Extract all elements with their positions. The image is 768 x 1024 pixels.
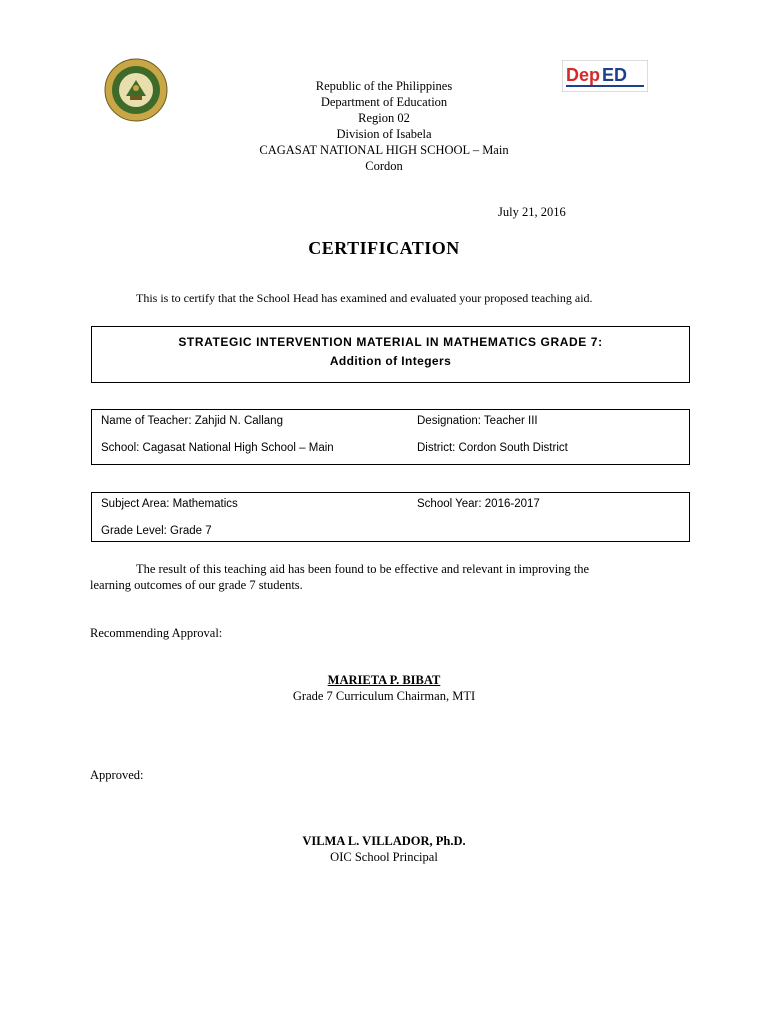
header-town: Cordon <box>365 159 403 173</box>
teacher-name: Name of Teacher: Zahjid N. Callang <box>101 415 283 427</box>
teacher-school: School: Cagasat National High School – Main <box>101 442 334 454</box>
svg-text:Dep: Dep <box>566 65 601 85</box>
document-title: CERTIFICATION <box>308 238 460 258</box>
subject-info-box <box>91 492 690 542</box>
material-title-box <box>91 326 690 383</box>
result-line2: learning outcomes of our grade 7 students. <box>90 578 303 592</box>
teacher-info-box <box>91 409 690 465</box>
signatory1-name: MARIETA P. BIBAT <box>327 673 441 687</box>
intro-paragraph: This is to certify that the School Head has examined and evaluated your proposed teaching aid. <box>136 291 593 305</box>
letterhead <box>0 78 768 174</box>
material-title-line2: Addition of Integers <box>329 354 452 368</box>
signatory-approving <box>0 833 768 865</box>
grade-level: Grade Level: Grade 7 <box>101 525 212 537</box>
signatory1-position: Grade 7 Curriculum Chairman, MTI <box>292 689 476 703</box>
signatory-recommending <box>0 672 768 704</box>
recommending-label: Recommending Approval: <box>90 626 223 640</box>
document-date: July 21, 2016 <box>498 205 566 219</box>
school-year: School Year: 2016-2017 <box>417 498 540 510</box>
teacher-district: District: Cordon South District <box>417 442 568 454</box>
svg-text:ED: ED <box>602 65 628 85</box>
header-region: Region 02 <box>358 111 410 125</box>
subject-area: Subject Area: Mathematics <box>101 498 238 510</box>
result-line1: The result of this teaching aid has been found to be effective and relevant in improving the <box>136 562 590 576</box>
header-department: Department of Education <box>320 95 448 109</box>
material-title-line1: STRATEGIC INTERVENTION MATERIAL IN MATHEMATICS GRADE 7: <box>178 335 603 349</box>
header-republic: Republic of the Philippines <box>315 79 453 93</box>
signatory2-position: OIC School Principal <box>330 850 438 864</box>
result-paragraph <box>90 561 650 593</box>
header-division: Division of Isabela <box>336 127 432 141</box>
signatory2-name: VILMA L. VILLADOR, Ph.D. <box>302 834 466 848</box>
teacher-designation: Designation: Teacher III <box>417 415 538 427</box>
header-school: CAGASAT NATIONAL HIGH SCHOOL – Main <box>259 143 509 157</box>
approved-label: Approved: <box>90 768 144 782</box>
